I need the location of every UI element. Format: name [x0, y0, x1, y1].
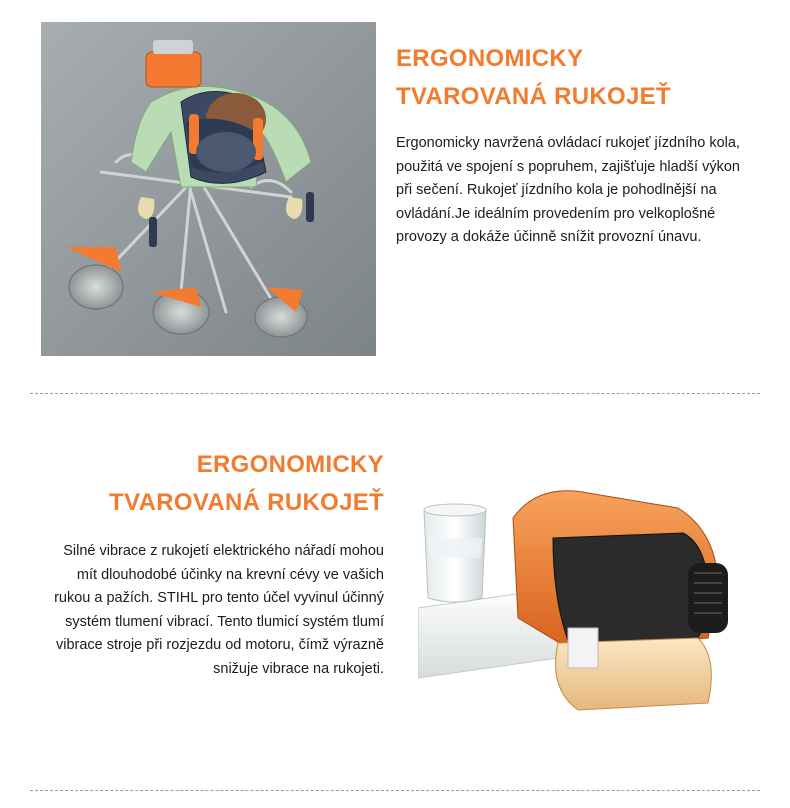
feature-description: Ergonomicky navržená ovládací rukojeť jízdního kola, použitá ve spojení s popruhem, zajišťuje hladší výkon při sečení. Rukojeť jízdního kola je pohodlnější na ovládání.Je ideálním provedením pro velkoplošné provozy a dokáže účinně snížit provozní únavu. — [396, 135, 740, 245]
feature-title-line2: TVAROVANÁ RUKOJEŤ — [109, 489, 384, 516]
feature-title-line1: ERGONOMICKY — [196, 451, 384, 478]
section-divider — [30, 790, 760, 791]
feature-title — [40, 446, 384, 522]
feature-description: Silné vibrace z rukojetí elektrického nářadí mohou mít dlouhodobé účinky na krevní cévy ve vašich rukou a pažích. STIHL pro tento účel vyvinul účinný systém tlumení vibrací. Tento tlumicí systém tlumí vibrace stroje při rozjezdu od motoru, čímž výrazně snižuje vibrace na rukojeti. — [54, 543, 384, 677]
section-divider — [30, 393, 760, 394]
feature-section-vibration — [0, 400, 790, 780]
engine-glass-image — [418, 488, 754, 720]
feature-text-block — [40, 446, 384, 681]
operator-brushcutter-image — [41, 22, 376, 356]
engine-illustration — [418, 488, 754, 720]
feature-title — [396, 40, 741, 116]
harness-illustration — [41, 22, 376, 356]
feature-title-line1: ERGONOMICKY — [396, 45, 584, 72]
feature-section-handle — [0, 0, 790, 380]
feature-title-line2: TVAROVANÁ RUKOJEŤ — [396, 83, 671, 110]
feature-text-block — [396, 40, 741, 250]
